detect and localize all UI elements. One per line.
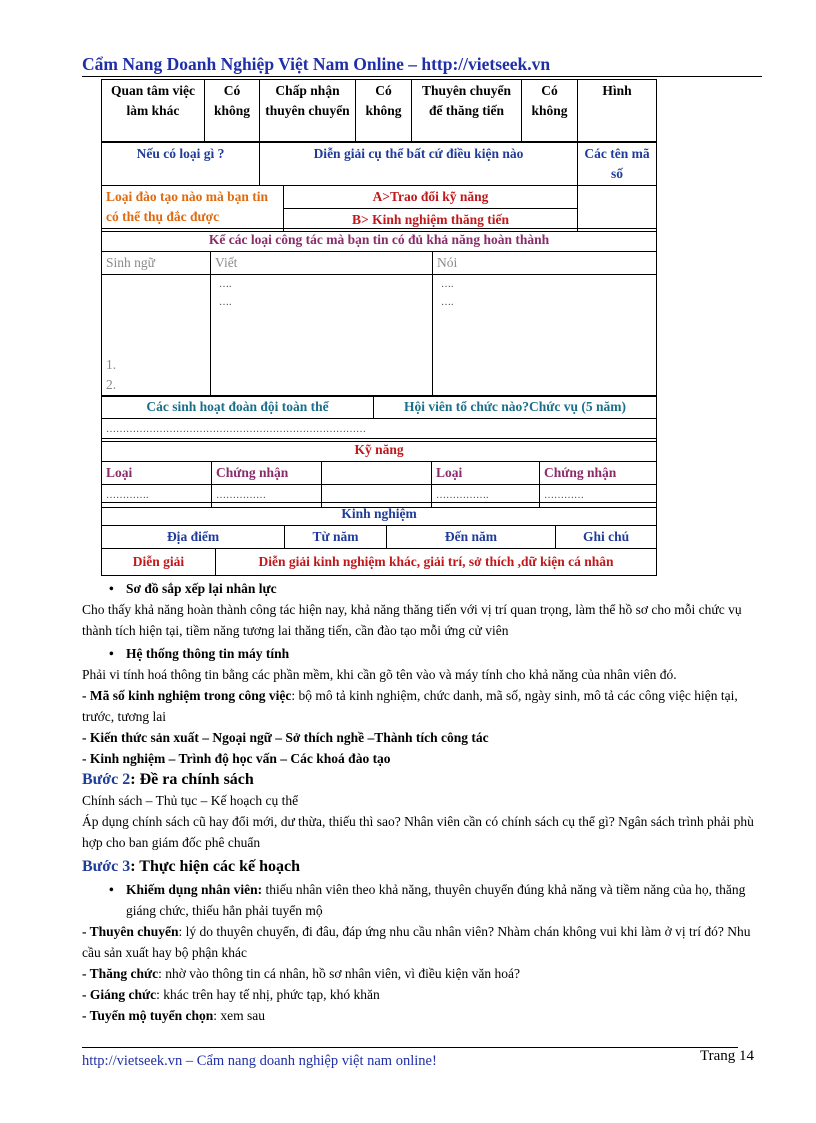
exp-location: Địa điểm [102, 526, 285, 549]
skill-dots-4: ………… [540, 485, 657, 508]
para-experience: - Kinh nghiệm – Trình độ học vấn – Các khoá đào tạo [82, 751, 391, 766]
col-accept-transfer: Chấp nhận thuyên chuyển [260, 80, 356, 142]
body-content [82, 578, 762, 1026]
speak-dots-1: …. [441, 279, 454, 290]
write-cell [211, 275, 433, 397]
bullet-restructure: • Sơ đồ sắp xếp lại nhân lực [82, 578, 762, 599]
form-table-training [101, 185, 657, 232]
para-recruit [82, 1005, 762, 1026]
col-interest: Quan tâm việc làm khác [102, 80, 205, 142]
step-3-heading [82, 856, 762, 877]
para-computerize: Phải vi tính hoá thông tin bằng các phần mềm, khi cần gõ tên vào và máy tính cho khả năng của nhân viên đó. [82, 667, 677, 682]
org-dots: …………………………………………………………………… [102, 419, 657, 442]
step-2-heading [82, 769, 762, 790]
para-transfer [82, 921, 762, 963]
col-yesno-2: Có không [356, 80, 412, 142]
skill-cert-1: Chứng nhận [212, 462, 322, 485]
form-table-org [101, 395, 657, 442]
form-table-top [101, 79, 657, 142]
lang-num-1: 1. [106, 357, 117, 372]
form-table-main [101, 228, 657, 397]
col-yesno-3: Có không [522, 80, 578, 142]
speak-header: Nói [433, 252, 657, 275]
footer-divider [82, 1047, 738, 1048]
exp-to: Đến năm [387, 526, 556, 549]
transfer-label: - Thuyên chuyển [82, 924, 179, 939]
para-knowledge: - Kiến thức sản xuất – Ngoại ngữ – Sở thích nghề –Thành tích công tác [82, 730, 489, 745]
page-header: Cẩm Nang Doanh Nghiệp Việt Nam Online – http://vietseek.vn [82, 54, 551, 74]
para-policy-detail: Áp dụng chính sách cũ hay đổi mới, dư thừa, thiếu thì sao? Nhân viên cần có chính sách cụ thể gì? Ngân sách trình phải phù hợp cho ban giám đốc phê chuẩn [82, 814, 754, 850]
skill-dots-2: …………… [212, 485, 322, 508]
shortage-text: thiếu nhân viên theo khả năng, thuyên chuyển đúng khả năng và tiềm năng của họ, thăng giáng chức, thiếu hẳn phải tuyển mộ [126, 882, 746, 918]
para-demotion [82, 984, 762, 1005]
form-table-exp [101, 502, 657, 549]
skill-blank [322, 462, 432, 485]
tasks-heading: Kể các loại công tác mà bạn tin có đủ khả năng hoàn thành [102, 229, 657, 252]
step-3-title: : Thực hiện các kế hoạch [130, 858, 300, 875]
skill-type-2: Loại [432, 462, 540, 485]
exp-heading: Kinh nghiệm [102, 503, 657, 526]
code-names: Các tên mã số [578, 143, 657, 186]
lang-header: Sinh ngữ [102, 252, 211, 275]
skill-dots-3: ……………. [432, 485, 540, 508]
col-photo: Hình [578, 80, 657, 142]
training-a: A>Trao đổi kỹ năng [284, 186, 578, 209]
skill-type-1: Loại [102, 462, 212, 485]
transfer-text: : lý do thuyên chuyển, đi đâu, đáp ứng nhu cầu nhân viên? Nhàm chán không vui khi làm ở vị trí đó? Nhu cầu sản xuất hay bộ phận khác [82, 924, 751, 960]
exp-code-text: : bộ mô tả kinh nghiệm, chức danh, mã số, ngày sinh, mô tả các công việc hiện tại, trước, tương lai [82, 688, 738, 724]
write-dots-1: …. [219, 279, 232, 290]
para-exp-code [82, 685, 762, 727]
step-3-number: Bước 3 [82, 858, 131, 875]
page-number: Trang 14 [700, 1048, 755, 1064]
header-divider [82, 76, 762, 77]
org-activities: Các sinh hoạt đoàn đội toàn thể [102, 396, 374, 419]
exp-note: Ghi chú [556, 526, 657, 549]
form-table-row2 [101, 142, 657, 186]
demotion-label: - Giáng chức [82, 987, 157, 1002]
form-table-desc [101, 548, 657, 576]
lang-num-2: 2. [106, 377, 117, 392]
exp-from: Từ năm [285, 526, 387, 549]
form-table-skills [101, 438, 657, 508]
exp-code-label: - Mã số kinh nghiệm trong công việc [82, 688, 292, 703]
skills-heading: Kỹ năng [102, 439, 657, 462]
speak-cell [433, 275, 657, 397]
recruit-label: - Tuyển mộ tuyển chọn [82, 1008, 214, 1023]
org-membership: Hội viên tổ chức nào?Chức vụ (5 năm) [374, 396, 657, 419]
para-restructure: Cho thấy khả năng hoàn thành công tác hiện nay, khả năng thăng tiến với vị trí quan trọng, làm thể hồ sơ cho mỗi chức vụ thành tích hiện tại, tiềm năng tương lai thăng tiến, cần đào tạo mỗi ứng cử viên [82, 602, 742, 638]
lang-list [102, 275, 211, 397]
training-b: B> Kinh nghiệm thăng tiến [284, 209, 578, 232]
explain-condition: Diễn giải cụ thể bất cứ điều kiện nào [260, 143, 578, 186]
speak-dots-2: …. [441, 297, 454, 308]
desc-label: Diễn giải [102, 549, 216, 576]
step-2-number: Bước 2 [82, 771, 131, 788]
recruit-text: : xem sau [213, 1008, 266, 1023]
footer-text: http://vietseek.vn – Cẩm nang doanh nghiệp việt nam online! [82, 1053, 437, 1069]
bullet-info-system: • Hệ thống thông tin máy tính [82, 643, 762, 664]
skill-cert-2: Chứng nhận [540, 462, 657, 485]
step-2-title: : Đề ra chính sách [130, 771, 254, 788]
write-header: Viết [211, 252, 433, 275]
para-promotion [82, 963, 762, 984]
promotion-label: - Thăng chức [82, 966, 159, 981]
para-policy: Chính sách – Thủ tục – Kế hoạch cụ thể [82, 793, 299, 808]
if-yes-type: Nếu có loại gì ? [102, 143, 260, 186]
promotion-text: : nhờ vào thông tin cá nhân, hồ sơ nhân viên, vì điều kiện văn hoá? [158, 966, 520, 981]
training-label: Loại đào tạo nào mà bạn tin có thể thụ đắc được [102, 186, 284, 232]
desc-text: Diễn giải kinh nghiệm khác, giải trí, sở thích ,dữ kiện cá nhân [216, 549, 657, 576]
bullet-shortage [82, 879, 762, 921]
shortage-label: Khiếm dụng nhân viên: [126, 882, 263, 897]
col-yesno-1: Có không [205, 80, 260, 142]
training-blank [578, 186, 657, 232]
demotion-text: : khác trên hay tế nhị, phức tạp, khó khăn [156, 987, 380, 1002]
skill-dots-1: …………. [102, 485, 212, 508]
col-transfer-promo: Thuyên chuyển để thăng tiến [412, 80, 522, 142]
write-dots-2: …. [219, 297, 232, 308]
